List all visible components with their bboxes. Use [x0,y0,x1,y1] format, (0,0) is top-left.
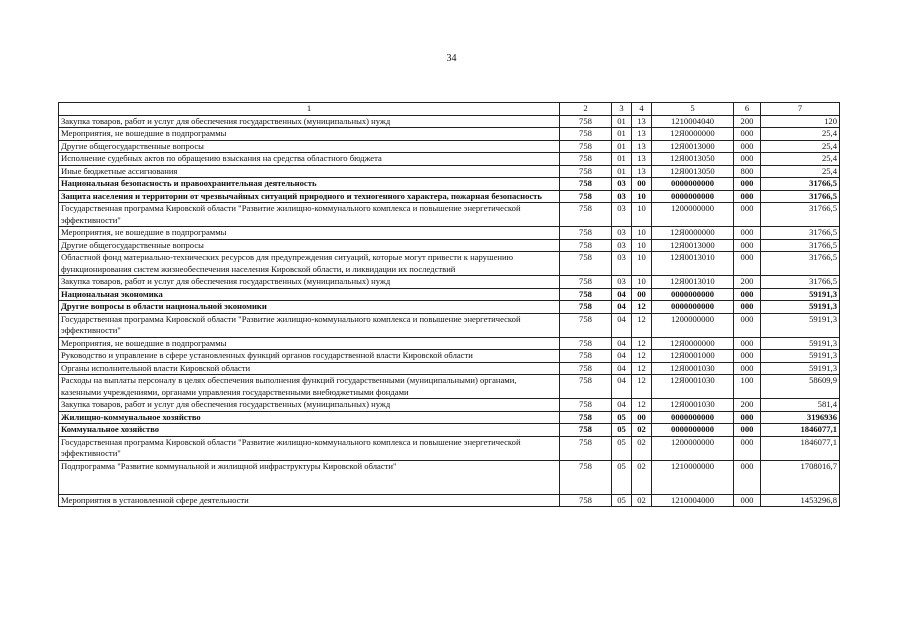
row-subsection-cell: 12 [632,399,652,412]
row-amount-cell: 31766,5 [761,190,840,203]
row-section-cell: 04 [612,301,632,314]
table-row [59,252,840,276]
row-section-cell: 03 [612,227,632,240]
row-name-cell: Закупка товаров, работ и услуг для обеспечения государственных (муниципальных) нужд [59,276,560,289]
row-expense-type-cell: 000 [734,436,761,460]
row-section-cell: 03 [612,239,632,252]
table-header-row [59,103,840,116]
table-row [59,460,840,494]
row-amount-cell: 59191,3 [761,350,840,363]
row-expense-type-cell: 200 [734,276,761,289]
row-expense-type-cell: 000 [734,424,761,437]
row-expense-type-cell: 000 [734,494,761,507]
row-subsection-cell: 10 [632,276,652,289]
row-name-cell: Мероприятия, не вошедшие в подпрограммы [59,227,560,240]
row-subsection-cell: 10 [632,190,652,203]
row-name-cell: Государственная программа Кировской области "Развитие жилищно-коммунального комплекса и повышение энергетической эффективности" [59,436,560,460]
row-section-cell: 04 [612,350,632,363]
row-expense-type-cell: 200 [734,399,761,412]
row-subsection-cell: 12 [632,337,652,350]
row-subsection-cell: 10 [632,239,652,252]
row-section-cell: 04 [612,337,632,350]
row-target-article-cell: 0000000000 [652,411,734,424]
row-expense-type-cell: 000 [734,128,761,141]
row-amount-cell: 31766,5 [761,178,840,191]
row-code-cell: 758 [560,424,612,437]
row-name-cell: Расходы на выплаты персоналу в целях обеспечения выполнения функций государственными (муниципальными) органами, казенными учреждениями, органами управления государственными внебюджетными фондами [59,375,560,399]
table-row [59,276,840,289]
row-code-cell: 758 [560,140,612,153]
table-row [59,399,840,412]
row-target-article-cell: 1210000000 [652,460,734,494]
row-expense-type-cell: 800 [734,165,761,178]
row-amount-cell: 581,4 [761,399,840,412]
header-cell: 7 [761,103,840,116]
row-section-cell: 01 [612,153,632,166]
header-cell: 6 [734,103,761,116]
row-name-cell: Жилищно-коммунальное хозяйство [59,411,560,424]
row-expense-type-cell: 000 [734,203,761,227]
row-code-cell: 758 [560,399,612,412]
row-name-cell: Мероприятия в установленной сфере деятельности [59,494,560,507]
row-target-article-cell: 12Я0001000 [652,350,734,363]
row-amount-cell: 1708016,7 [761,460,840,494]
row-expense-type-cell: 000 [734,178,761,191]
row-section-cell: 04 [612,288,632,301]
row-code-cell: 758 [560,178,612,191]
row-subsection-cell: 13 [632,128,652,141]
row-amount-cell: 31766,5 [761,227,840,240]
row-subsection-cell: 13 [632,140,652,153]
row-code-cell: 758 [560,203,612,227]
row-code-cell: 758 [560,436,612,460]
row-name-cell: Коммунальное хозяйство [59,424,560,437]
header-cell: 4 [632,103,652,116]
row-subsection-cell: 02 [632,424,652,437]
row-name-cell: Национальная безопасность и правоохранительная деятельность [59,178,560,191]
table-row [59,411,840,424]
row-target-article-cell: 12Я0001030 [652,362,734,375]
row-target-article-cell: 12Я0013000 [652,140,734,153]
row-subsection-cell: 02 [632,436,652,460]
row-code-cell: 758 [560,128,612,141]
row-section-cell: 04 [612,362,632,375]
row-code-cell: 758 [560,165,612,178]
row-amount-cell: 59191,3 [761,301,840,314]
row-target-article-cell: 12Я0013050 [652,153,734,166]
row-target-article-cell: 1210004000 [652,494,734,507]
row-amount-cell: 1846077,1 [761,436,840,460]
row-section-cell: 04 [612,313,632,337]
row-target-article-cell: 0000000000 [652,424,734,437]
row-expense-type-cell: 100 [734,375,761,399]
row-target-article-cell: 12Я0013000 [652,239,734,252]
row-section-cell: 04 [612,399,632,412]
header-cell: 1 [59,103,560,116]
row-code-cell: 758 [560,153,612,166]
row-expense-type-cell: 200 [734,115,761,128]
row-target-article-cell: 12Я0013010 [652,252,734,276]
row-code-cell: 758 [560,115,612,128]
row-subsection-cell: 10 [632,227,652,240]
row-amount-cell: 1453296,8 [761,494,840,507]
row-name-cell: Защита населения и территории от чрезвычайных ситуаций природного и техногенного характера, пожарная безопасность [59,190,560,203]
row-target-article-cell: 1200000000 [652,313,734,337]
row-amount-cell: 120 [761,115,840,128]
row-target-article-cell: 12Я0013050 [652,165,734,178]
row-amount-cell: 25,4 [761,165,840,178]
row-section-cell: 01 [612,115,632,128]
row-name-cell: Органы исполнительной власти Кировской области [59,362,560,375]
row-section-cell: 03 [612,178,632,191]
row-subsection-cell: 10 [632,252,652,276]
header-cell: 3 [612,103,632,116]
row-subsection-cell: 12 [632,313,652,337]
row-section-cell: 03 [612,252,632,276]
row-subsection-cell: 02 [632,460,652,494]
row-name-cell: Мероприятия, не вошедшие в подпрограммы [59,337,560,350]
row-section-cell: 05 [612,436,632,460]
row-code-cell: 758 [560,494,612,507]
table-row [59,337,840,350]
row-amount-cell: 25,4 [761,153,840,166]
row-amount-cell: 31766,5 [761,203,840,227]
table-row [59,313,840,337]
row-name-cell: Другие общегосударственные вопросы [59,140,560,153]
row-section-cell: 01 [612,165,632,178]
table-row [59,227,840,240]
row-section-cell: 03 [612,276,632,289]
row-subsection-cell: 13 [632,165,652,178]
row-target-article-cell: 1210004040 [652,115,734,128]
row-target-article-cell: 12Я0000000 [652,227,734,240]
table-row [59,190,840,203]
row-amount-cell: 59191,3 [761,337,840,350]
row-amount-cell: 3196936 [761,411,840,424]
row-subsection-cell: 13 [632,115,652,128]
header-cell: 5 [652,103,734,116]
table-row [59,165,840,178]
row-expense-type-cell: 000 [734,411,761,424]
row-amount-cell: 1846077,1 [761,424,840,437]
row-expense-type-cell: 000 [734,460,761,494]
row-name-cell: Государственная программа Кировской области "Развитие жилищно-коммунального комплекса и повышение энергетической эффективности" [59,203,560,227]
row-name-cell: Закупка товаров, работ и услуг для обеспечения государственных (муниципальных) нужд [59,115,560,128]
row-target-article-cell: 12Я0001030 [652,375,734,399]
row-subsection-cell: 02 [632,494,652,507]
row-expense-type-cell: 000 [734,140,761,153]
row-amount-cell: 25,4 [761,128,840,141]
table-row [59,128,840,141]
row-subsection-cell: 00 [632,178,652,191]
row-name-cell: Областной фонд материально-технических ресурсов для предупреждения ситуаций, которые могут привести к нарушению функционирования систем жизнеобеспечения населения Кировской области, и ликвидации их последствий [59,252,560,276]
table-row [59,153,840,166]
table-row [59,362,840,375]
table-row [59,239,840,252]
row-target-article-cell: 0000000000 [652,301,734,314]
table-row [59,375,840,399]
row-section-cell: 04 [612,375,632,399]
row-code-cell: 758 [560,252,612,276]
row-subsection-cell: 12 [632,350,652,363]
row-expense-type-cell: 000 [734,239,761,252]
row-amount-cell: 59191,3 [761,288,840,301]
row-target-article-cell: 12Я0000000 [652,337,734,350]
table-row [59,115,840,128]
table-row [59,301,840,314]
row-amount-cell: 31766,5 [761,252,840,276]
row-target-article-cell: 0000000000 [652,288,734,301]
row-target-article-cell: 12Я0013010 [652,276,734,289]
row-expense-type-cell: 000 [734,227,761,240]
row-code-cell: 758 [560,301,612,314]
row-subsection-cell: 00 [632,411,652,424]
row-subsection-cell: 13 [632,153,652,166]
row-section-cell: 01 [612,128,632,141]
row-subsection-cell: 00 [632,288,652,301]
row-target-article-cell: 0000000000 [652,178,734,191]
row-code-cell: 758 [560,313,612,337]
table-row [59,494,840,507]
row-section-cell: 01 [612,140,632,153]
row-code-cell: 758 [560,362,612,375]
table-row [59,436,840,460]
row-target-article-cell: 0000000000 [652,190,734,203]
row-amount-cell: 31766,5 [761,276,840,289]
row-section-cell: 03 [612,203,632,227]
row-section-cell: 05 [612,494,632,507]
row-name-cell: Мероприятия, не вошедшие в подпрограммы [59,128,560,141]
row-name-cell: Государственная программа Кировской области "Развитие жилищно-коммунального комплекса и повышение энергетической эффективности" [59,313,560,337]
row-code-cell: 758 [560,239,612,252]
row-subsection-cell: 10 [632,203,652,227]
row-code-cell: 758 [560,227,612,240]
row-code-cell: 758 [560,288,612,301]
row-expense-type-cell: 000 [734,288,761,301]
row-target-article-cell: 1200000000 [652,203,734,227]
row-expense-type-cell: 000 [734,301,761,314]
row-name-cell: Другие общегосударственные вопросы [59,239,560,252]
row-target-article-cell: 12Я0001030 [652,399,734,412]
row-subsection-cell: 12 [632,375,652,399]
row-expense-type-cell: 000 [734,252,761,276]
row-amount-cell: 59191,3 [761,313,840,337]
row-code-cell: 758 [560,460,612,494]
budget-table [58,102,840,507]
row-name-cell: Другие вопросы в области национальной экономики [59,301,560,314]
table-row [59,350,840,363]
row-section-cell: 03 [612,190,632,203]
row-expense-type-cell: 000 [734,190,761,203]
row-code-cell: 758 [560,276,612,289]
row-code-cell: 758 [560,350,612,363]
row-section-cell: 05 [612,424,632,437]
row-amount-cell: 58609,9 [761,375,840,399]
row-name-cell: Закупка товаров, работ и услуг для обеспечения государственных (муниципальных) нужд [59,399,560,412]
row-amount-cell: 31766,5 [761,239,840,252]
table-row [59,424,840,437]
row-code-cell: 758 [560,411,612,424]
row-code-cell: 758 [560,190,612,203]
row-name-cell: Подпрограмма "Развитие коммунальной и жилищной инфраструктуры Кировской области" [59,460,560,494]
row-subsection-cell: 12 [632,362,652,375]
row-expense-type-cell: 000 [734,153,761,166]
table-row [59,140,840,153]
row-expense-type-cell: 000 [734,313,761,337]
row-target-article-cell: 1200000000 [652,436,734,460]
row-expense-type-cell: 000 [734,362,761,375]
row-amount-cell: 25,4 [761,140,840,153]
table-row [59,203,840,227]
row-name-cell: Иные бюджетные ассигнования [59,165,560,178]
row-expense-type-cell: 000 [734,350,761,363]
row-name-cell: Национальная экономика [59,288,560,301]
row-amount-cell: 59191,3 [761,362,840,375]
row-code-cell: 758 [560,337,612,350]
page-number: 34 [446,53,457,64]
row-subsection-cell: 12 [632,301,652,314]
table-row [59,288,840,301]
row-name-cell: Руководство и управление в сфере установленных функций органов государственной власти Кировской области [59,350,560,363]
header-cell: 2 [560,103,612,116]
row-code-cell: 758 [560,375,612,399]
row-target-article-cell: 12Я0000000 [652,128,734,141]
table-row [59,178,840,191]
row-section-cell: 05 [612,411,632,424]
row-section-cell: 05 [612,460,632,494]
row-name-cell: Исполнение судебных актов по обращению взыскания на средства областного бюджета [59,153,560,166]
row-expense-type-cell: 000 [734,337,761,350]
